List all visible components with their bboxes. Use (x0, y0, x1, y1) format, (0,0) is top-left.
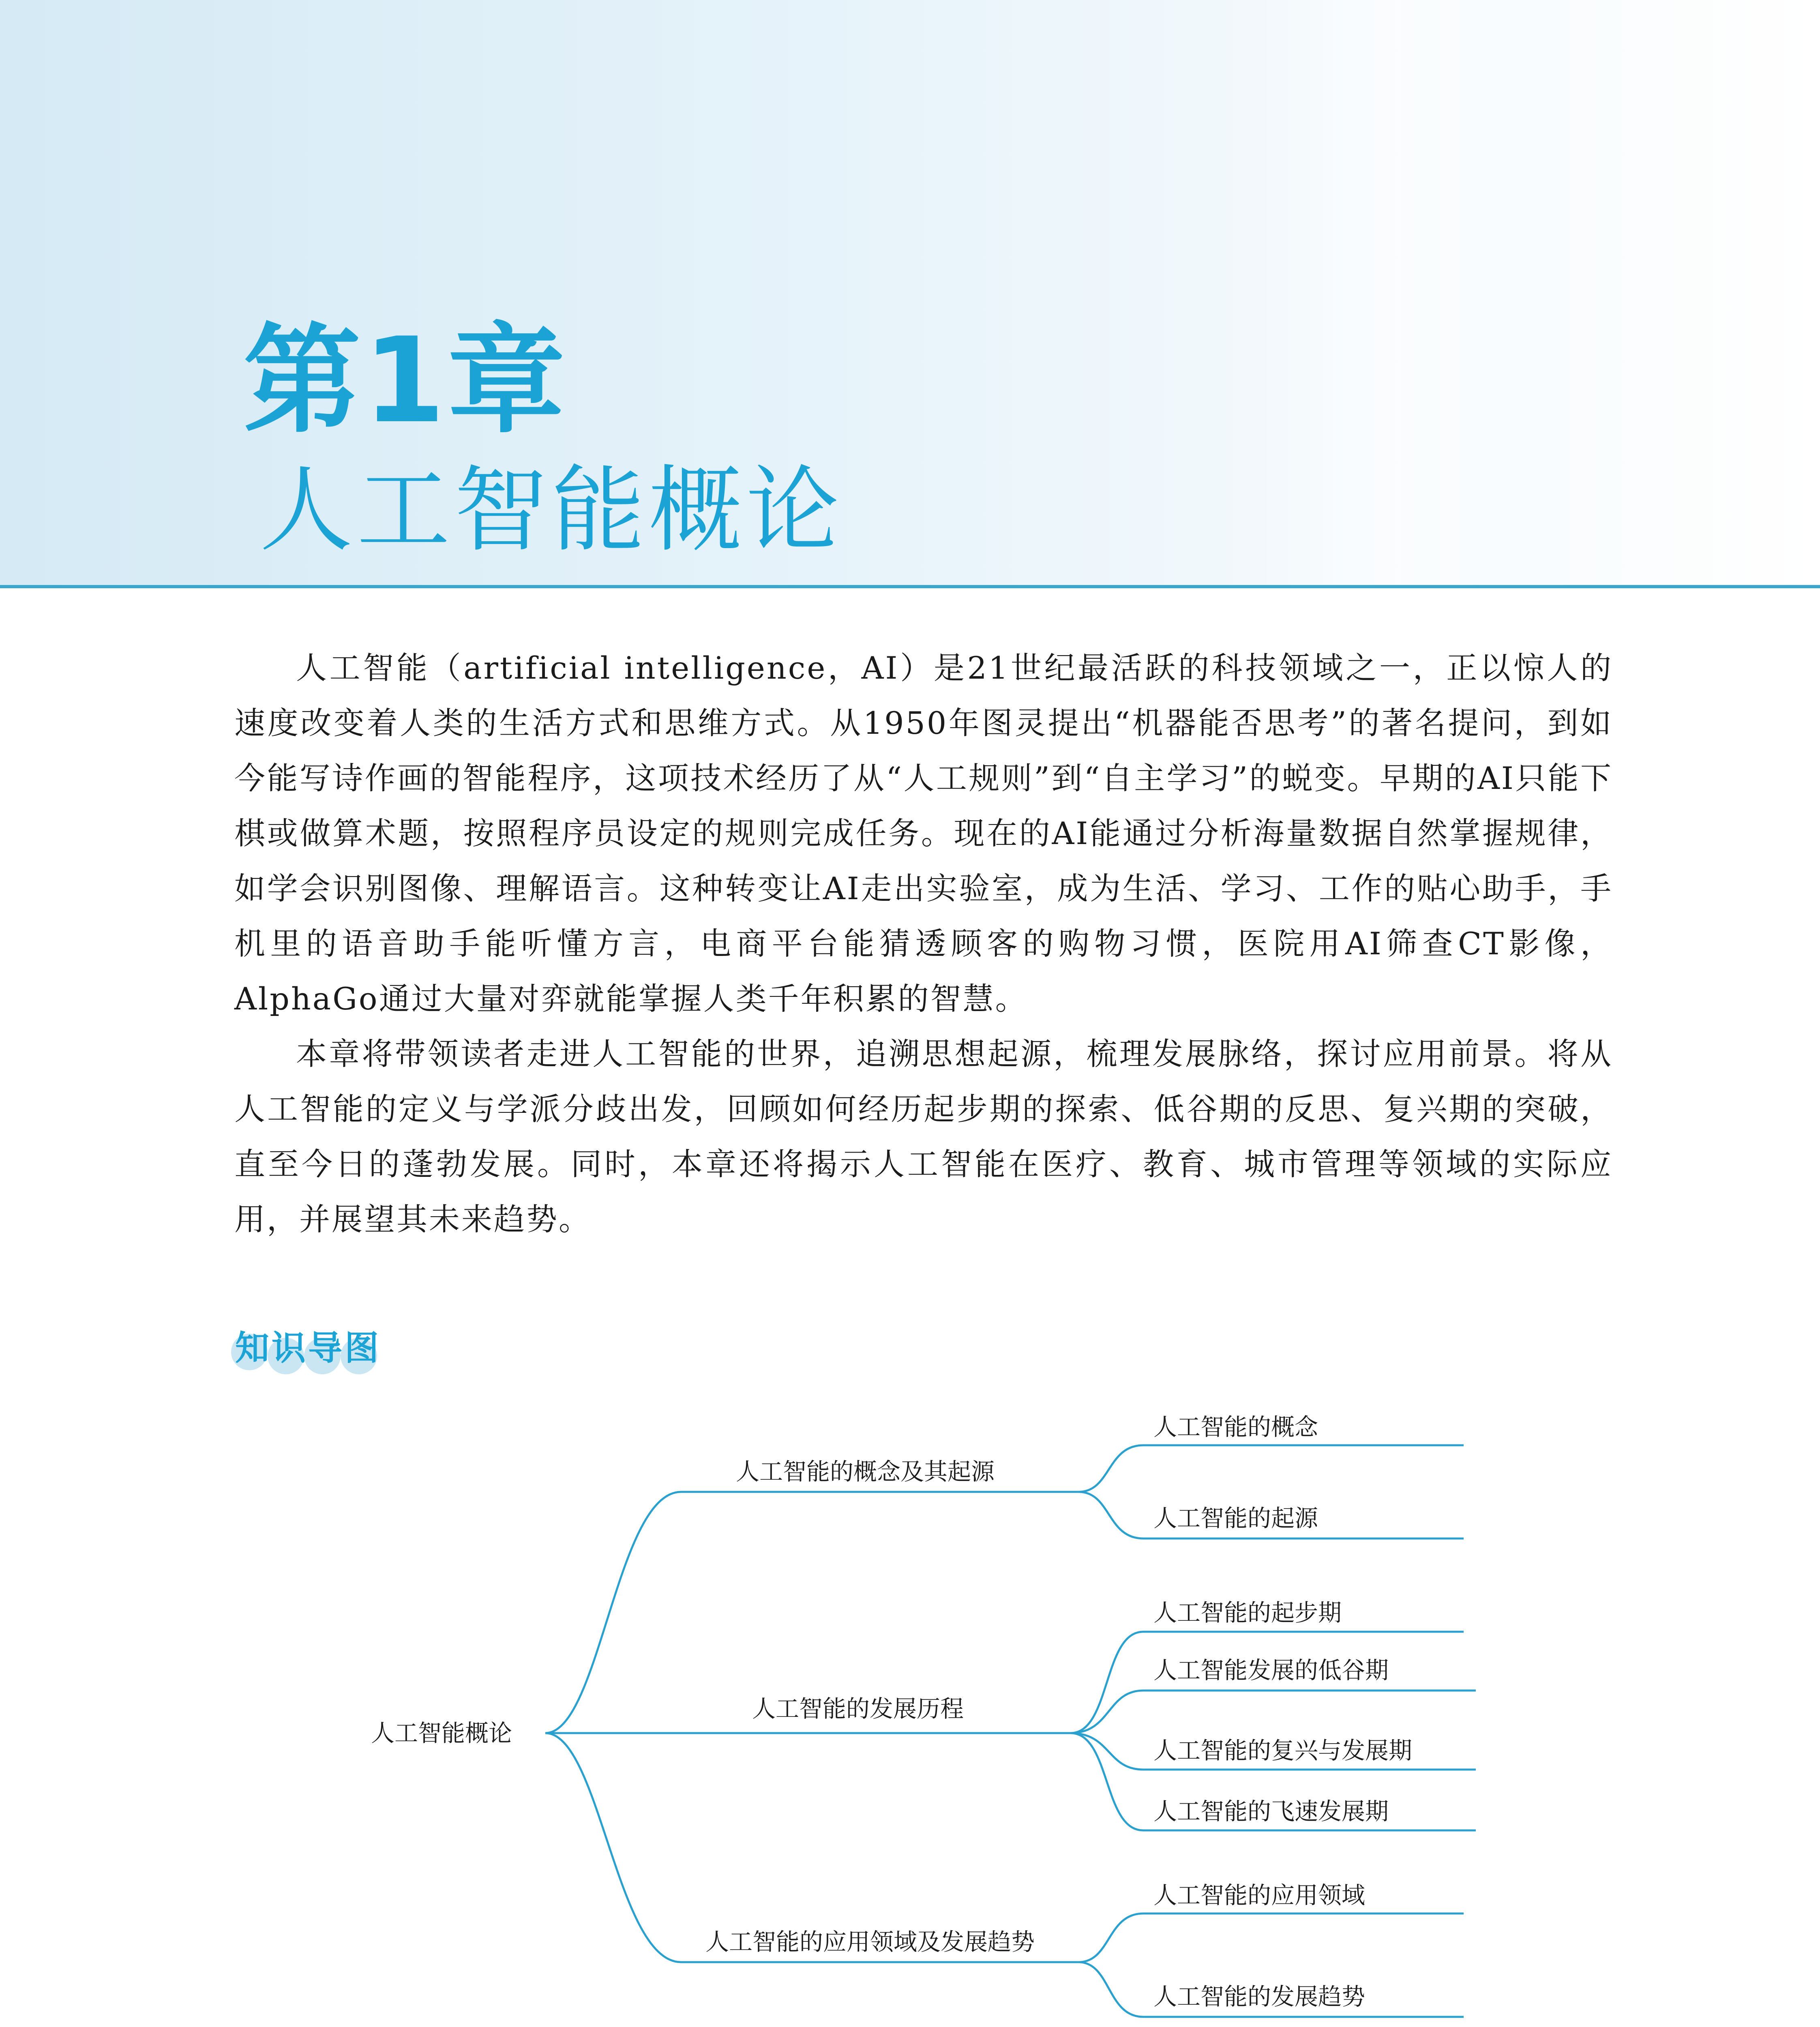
mind-map-branch: 人工智能的概念及其起源 (736, 1458, 995, 1485)
mind-map-branch: 人工智能的发展历程 (752, 1695, 964, 1723)
mind-map-leaf: 人工智能的起步期 (1153, 1599, 1342, 1626)
mind-map-leaf: 人工智能的飞速发展期 (1153, 1798, 1389, 1825)
mind-map-leaf: 人工智能的发展趋势 (1153, 1983, 1366, 2010)
intro-paragraph: 本章将带领读者走进人工智能的世界，追溯思想起源，梳理发展脉络，探讨应用前景。将从人工智能的定义与学派分歧出发，回顾如何经历起步期的探索、低谷期的反思、复兴期的突破，直至今日的蓬勃发展。同时，本章还将揭示人工智能在医疗、教育、城市管理等领域的实际应用，并展望其未来趋势。 (234, 1036, 1613, 1237)
chapter-title: 人工智能概论 (259, 456, 844, 565)
mind-map-leaf: 人工智能的概念 (1153, 1413, 1318, 1441)
connector-leaf (1070, 1691, 1476, 1733)
mind-map-leaf: 人工智能发展的低谷期 (1153, 1656, 1389, 1684)
mind-map-root: 人工智能概论 (371, 1719, 512, 1747)
chapter-number: 第1章 (243, 313, 568, 449)
mind-map-branch: 人工智能的应用领域及发展趋势 (705, 1928, 1035, 1956)
connector-root-branch1 (545, 1492, 681, 1733)
mind-map-heading-text: 知识导图 (235, 1328, 382, 1368)
mind-map-leaf: 人工智能的复兴与发展期 (1153, 1737, 1413, 1764)
connector-leaf (1078, 1445, 1464, 1492)
mind-map-leaf: 人工智能的起源 (1153, 1504, 1318, 1532)
mind-map-leaf: 人工智能的应用领域 (1153, 1881, 1366, 1909)
intro-paragraph: 人工智能（artificial intelligence，AI）是21世纪最活跃的科技领域之一，正以惊人的速度改变着人类的生活方式和思维方式。从1950年图灵提出“机器能否思考”的著名提问，到如今能写诗作画的智能程序，这项技术经历了从“人工规则”到“自主学习”的蜕变。早期的AI只能下棋或做算术题，按照程序员设定的规则完成任务。现在的AI能通过分析海量数据自然掌握规律，如学会识别图像、理解语言。这种转变让AI走出实验室，成为生活、学习、工作的贴心助手，手机里的语音助手能听懂方言，电商平台能猜透顾客的购物习惯，医院用AI筛查CT影像，AlphaGo通过大量对弈就能掌握人类千年积累的智慧。 (234, 650, 1613, 1017)
connector-root-branch3 (545, 1733, 681, 1962)
connector-leaf (1078, 1913, 1464, 1962)
